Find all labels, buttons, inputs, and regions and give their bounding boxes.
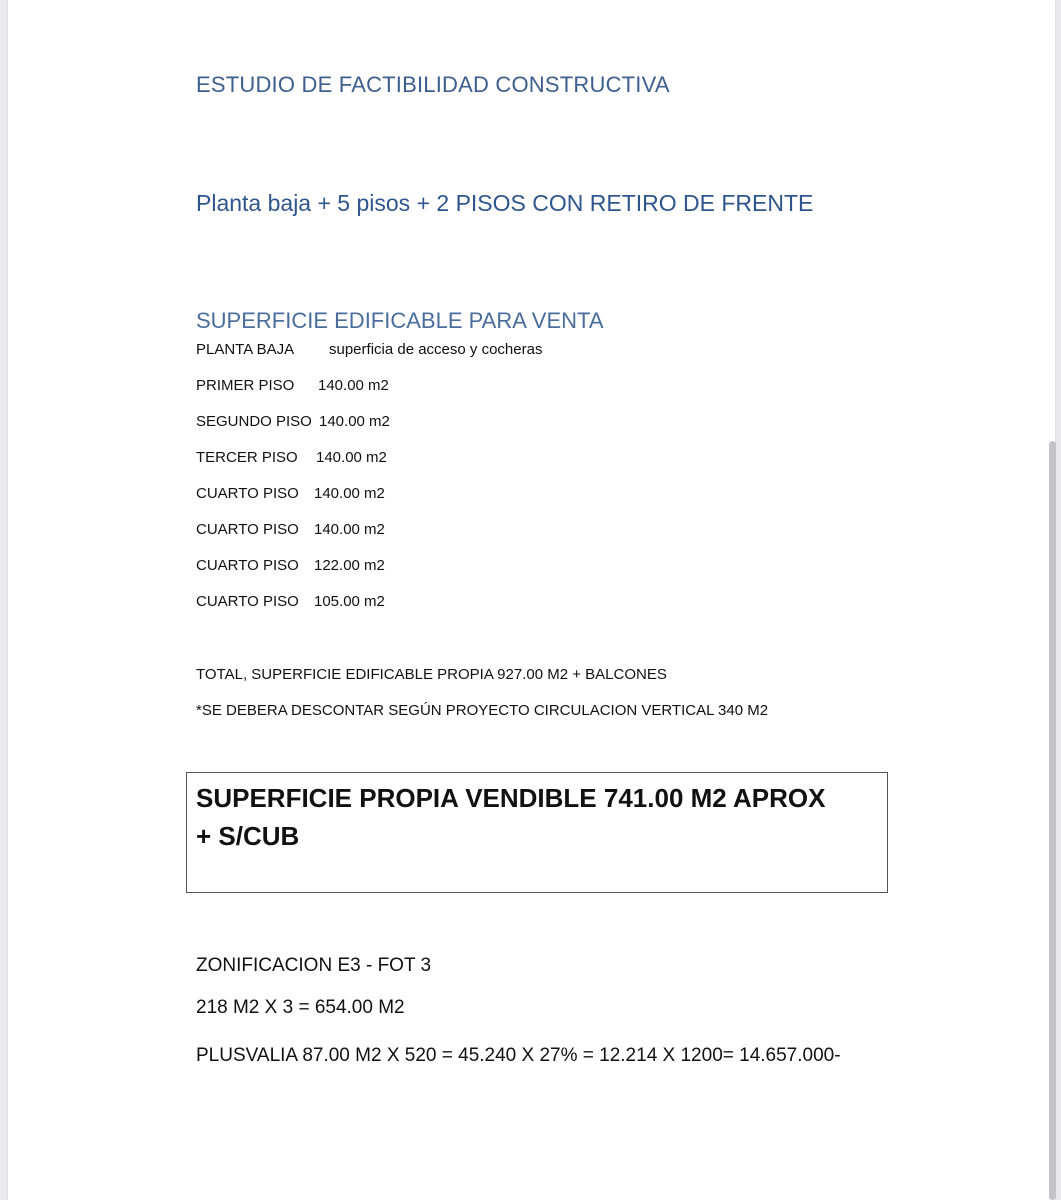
calculation-line: 218 M2 X 3 = 654.00 M2 xyxy=(196,997,405,1018)
zoning-line: ZONIFICACION E3 - FOT 3 xyxy=(196,955,432,976)
floor-row xyxy=(196,377,389,394)
highlight-box xyxy=(186,772,888,893)
floor-label: CUARTO PISO xyxy=(196,521,299,538)
floor-row xyxy=(196,341,542,358)
floor-label: CUARTO PISO xyxy=(196,557,299,574)
floor-value: 140.00 m2 xyxy=(318,377,389,394)
floor-label: CUARTO PISO xyxy=(196,485,299,502)
note-line: *SE DEBERA DESCONTAR SEGÚN PROYECTO CIRCULACION VERTICAL 340 M2 xyxy=(196,702,769,719)
floor-value: 140.00 m2 xyxy=(314,521,385,538)
floor-label: CUARTO PISO xyxy=(196,593,299,610)
floor-label: PLANTA BAJA xyxy=(196,341,295,358)
floor-row xyxy=(196,413,390,430)
floor-row xyxy=(196,521,385,538)
document-page xyxy=(8,0,1055,1200)
document-subtitle: Planta baja + 5 pisos + 2 PISOS CON RETIRO DE FRENTE xyxy=(196,190,814,216)
plusvalia-line: PLUSVALIA 87.00 M2 X 520 = 45.240 X 27% = 12.214 X 1200= 14.657.000- xyxy=(196,1045,841,1066)
floor-label: SEGUNDO PISO xyxy=(196,413,312,430)
vertical-scrollbar[interactable] xyxy=(1049,441,1056,1200)
floor-value: superficia de acceso y cocheras xyxy=(329,341,543,358)
floor-row xyxy=(196,593,385,610)
floor-label: PRIMER PISO xyxy=(196,377,295,394)
floor-value: 140.00 m2 xyxy=(319,413,390,430)
section-heading: SUPERFICIE EDIFICABLE PARA VENTA xyxy=(196,308,604,333)
floor-label: TERCER PISO xyxy=(196,449,298,466)
floor-row xyxy=(196,557,385,574)
floor-value: 140.00 m2 xyxy=(316,449,387,466)
floor-value: 105.00 m2 xyxy=(314,593,385,610)
floor-value: 122.00 m2 xyxy=(314,557,385,574)
floor-row xyxy=(196,485,385,502)
floor-value: 140.00 m2 xyxy=(314,485,385,502)
floor-row xyxy=(196,449,387,466)
total-line: TOTAL, SUPERFICIE EDIFICABLE PROPIA 927.00 M2 + BALCONES xyxy=(196,666,667,683)
highlight-text: SUPERFICIE PROPIA VENDIBLE 741.00 M2 APROX + S/CUB xyxy=(196,783,826,851)
document-title: ESTUDIO DE FACTIBILIDAD CONSTRUCTIVA xyxy=(196,72,670,97)
